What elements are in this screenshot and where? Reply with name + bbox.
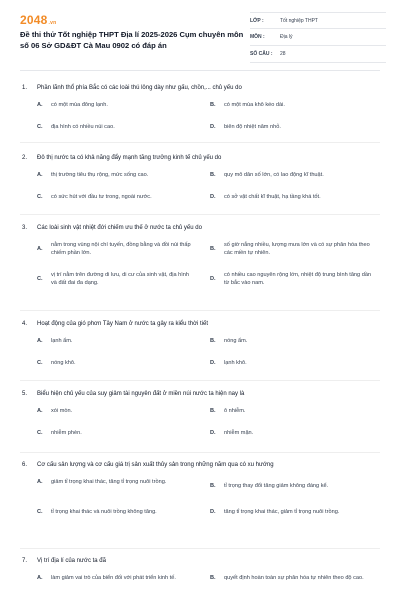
option-text: nóng ẩm. xyxy=(224,338,248,344)
option-text: quyết định hoàn toàn sự phân hóa tự nhiên theo độ cao. xyxy=(224,575,364,581)
option-letter: D. xyxy=(210,124,216,130)
option-d[interactable] xyxy=(210,193,379,201)
logo-suffix: .vn xyxy=(48,20,57,26)
question-number: 7. xyxy=(22,558,28,564)
option-text: nhiễm mặn. xyxy=(224,430,254,436)
question-text: Biểu hiện chủ yếu của suy giảm tài nguyên đất ở miền núi nước ta hiện nay là xyxy=(37,391,245,397)
option-letter: D. xyxy=(210,360,216,366)
question-divider xyxy=(20,548,380,549)
question-4 xyxy=(20,320,380,366)
question-text: Hoạt động của gió phơn Tây Nam ở nước ta gây ra kiểu thời tiết xyxy=(37,321,209,327)
info-value: 28 xyxy=(280,51,286,57)
option-d[interactable] xyxy=(210,508,374,516)
exam-title: Đề thi thử Tốt nghiệp THPT Địa lí 2025-2026 Cụm chuyên môn số 06 Sở GD&ĐT Cà Mau 0902 có đáp án xyxy=(20,30,244,50)
option-d[interactable] xyxy=(210,123,359,131)
option-letter: C. xyxy=(37,276,43,282)
info-label: LỚP : xyxy=(250,17,264,24)
option-d[interactable] xyxy=(210,429,359,437)
option-letter: A. xyxy=(37,479,43,485)
option-text: nhiễm phèn. xyxy=(51,430,82,436)
option-a[interactable] xyxy=(37,574,191,582)
option-b[interactable] xyxy=(210,482,384,490)
option-letter: C. xyxy=(37,509,43,515)
option-text: có sức hút với đầu tư trong, ngoài nước. xyxy=(51,194,152,200)
option-letter: A. xyxy=(37,172,43,178)
question-number: 3. xyxy=(22,225,28,231)
option-b[interactable] xyxy=(210,171,379,179)
option-a[interactable] xyxy=(37,478,191,486)
option-a[interactable] xyxy=(37,337,186,345)
option-text: lạnh khô. xyxy=(224,360,247,366)
option-c[interactable] xyxy=(37,123,186,131)
option-text: lạnh ẩm. xyxy=(51,338,73,344)
option-letter: D. xyxy=(210,276,216,282)
option-a[interactable] xyxy=(37,407,186,415)
question-number: 4. xyxy=(22,321,28,327)
header-divider xyxy=(20,70,380,71)
option-letter: C. xyxy=(37,360,43,366)
option-b[interactable] xyxy=(210,101,359,109)
option-text: giảm tỉ trọng khai thác, tăng tỉ trọng nuôi trồng. xyxy=(51,479,167,485)
question-number: 1. xyxy=(22,85,28,91)
question-number: 6. xyxy=(22,462,28,468)
option-letter: B. xyxy=(210,172,216,178)
question-text: Phần lãnh thổ phía Bắc có các loài thú lông dày như gấu, chồn,... chủ yếu do xyxy=(37,85,242,91)
info-value: Tốt nghiệp THPT xyxy=(280,17,318,24)
option-d[interactable] xyxy=(210,271,374,287)
option-letter: B. xyxy=(210,575,216,581)
option-c[interactable] xyxy=(37,359,186,367)
question-divider xyxy=(20,380,380,381)
option-letter: C. xyxy=(37,430,43,436)
option-text: tăng tỉ trọng khai thác, giảm tỉ trọng nuôi trồng. xyxy=(224,509,340,515)
question-5 xyxy=(20,390,380,436)
question-divider xyxy=(20,142,380,143)
option-text: tỉ trọng khai thác và nuôi trồng không tăng. xyxy=(51,509,157,515)
info-value: Địa lý xyxy=(280,34,293,40)
option-letter: A. xyxy=(37,575,43,581)
info-row-subject xyxy=(250,29,386,46)
option-c[interactable] xyxy=(37,271,191,287)
option-letter: B. xyxy=(210,408,216,414)
option-letter: D. xyxy=(210,194,216,200)
option-a[interactable] xyxy=(37,241,191,257)
exam-header xyxy=(0,0,400,70)
option-text: tỉ trọng thay đổi tăng giảm không đáng kể. xyxy=(224,483,329,489)
option-letter: D. xyxy=(210,509,216,515)
question-1 xyxy=(20,84,380,130)
option-text: địa hình có nhiều núi cao. xyxy=(51,124,115,130)
option-text: thị trường tiêu thụ rộng, mức sống cao. xyxy=(51,172,149,178)
option-text: vị trí nằm trên đường di lưu, di cư của sinh vật, địa hình và đất đai đa dạng. xyxy=(51,272,190,286)
question-text: Vị trí địa lí của nước ta đã xyxy=(37,558,106,564)
option-text: làm giảm vai trò của biển đối với phát triển kinh tế. xyxy=(51,575,176,581)
question-text: Đô thị nước ta có khả năng đẩy mạnh tăng trưởng kinh tế chủ yếu do xyxy=(37,155,222,161)
option-letter: A. xyxy=(37,338,43,344)
option-letter: C. xyxy=(37,124,43,130)
question-number: 2. xyxy=(22,155,28,161)
question-7 xyxy=(20,557,380,581)
option-b[interactable] xyxy=(210,574,379,582)
info-row-class xyxy=(250,12,386,29)
question-text: Các loài sinh vật nhiệt đới chiếm ưu thế ở nước ta chủ yếu do xyxy=(37,225,202,231)
question-divider xyxy=(20,310,380,311)
option-text: biên độ nhiệt năm nhỏ. xyxy=(224,124,281,130)
option-letter: C. xyxy=(37,194,43,200)
option-b[interactable] xyxy=(210,337,359,345)
question-text: Cơ cấu sản lượng và cơ cấu giá trị sản xuất thủy sản trong những năm qua có xu hướng xyxy=(37,462,274,468)
option-text: có một mùa đông lạnh. xyxy=(51,102,108,108)
option-letter: B. xyxy=(210,102,216,108)
option-letter: A. xyxy=(37,102,43,108)
option-text: quy mô dân số lớn, có lao động kĩ thuật. xyxy=(224,172,324,178)
option-letter: A. xyxy=(37,246,43,252)
option-letter: A. xyxy=(37,408,43,414)
question-6 xyxy=(20,461,380,515)
question-3 xyxy=(20,224,380,286)
question-2 xyxy=(20,154,380,200)
option-text: có sở vật chất kĩ thuật, hạ tầng khá tốt. xyxy=(224,194,321,200)
option-text: có nhiều cao nguyên rộng lớn, nhiệt độ trung bình tăng dần từ bắc vào nam. xyxy=(224,272,372,286)
option-letter: B. xyxy=(210,483,216,489)
option-c[interactable] xyxy=(37,508,191,516)
option-c[interactable] xyxy=(37,429,186,437)
option-text: nằm trong vùng nội chí tuyến, đồng bằng và đồi núi thấp chiếm phần lớn. xyxy=(51,242,191,256)
logo-text: 2048 xyxy=(20,13,48,27)
info-label: SỐ CÂU : xyxy=(250,51,273,57)
option-a[interactable] xyxy=(37,171,211,179)
option-text: ô nhiễm. xyxy=(224,408,246,414)
option-text: nóng khô. xyxy=(51,360,76,366)
info-label: MÔN : xyxy=(250,34,265,40)
option-b[interactable] xyxy=(210,241,374,257)
option-text: có một mùa khô kéo dài. xyxy=(224,102,285,108)
option-letter: B. xyxy=(210,246,216,252)
option-c[interactable] xyxy=(37,193,211,201)
option-b[interactable] xyxy=(210,407,359,415)
question-number: 5. xyxy=(22,391,28,397)
info-row-question-count xyxy=(250,46,386,63)
option-d[interactable] xyxy=(210,359,359,367)
option-a[interactable] xyxy=(37,101,186,109)
option-letter: B. xyxy=(210,338,216,344)
option-letter: D. xyxy=(210,430,216,436)
option-text: số giờ nắng nhiều, lượng mưa lớn và có sự phân hóa theo các miền tự nhiên. xyxy=(224,242,370,256)
question-divider xyxy=(20,214,380,215)
exam-info-table xyxy=(250,12,386,63)
option-text: xói mòn. xyxy=(51,408,73,414)
question-divider xyxy=(20,452,380,453)
site-logo[interactable] xyxy=(20,13,56,27)
